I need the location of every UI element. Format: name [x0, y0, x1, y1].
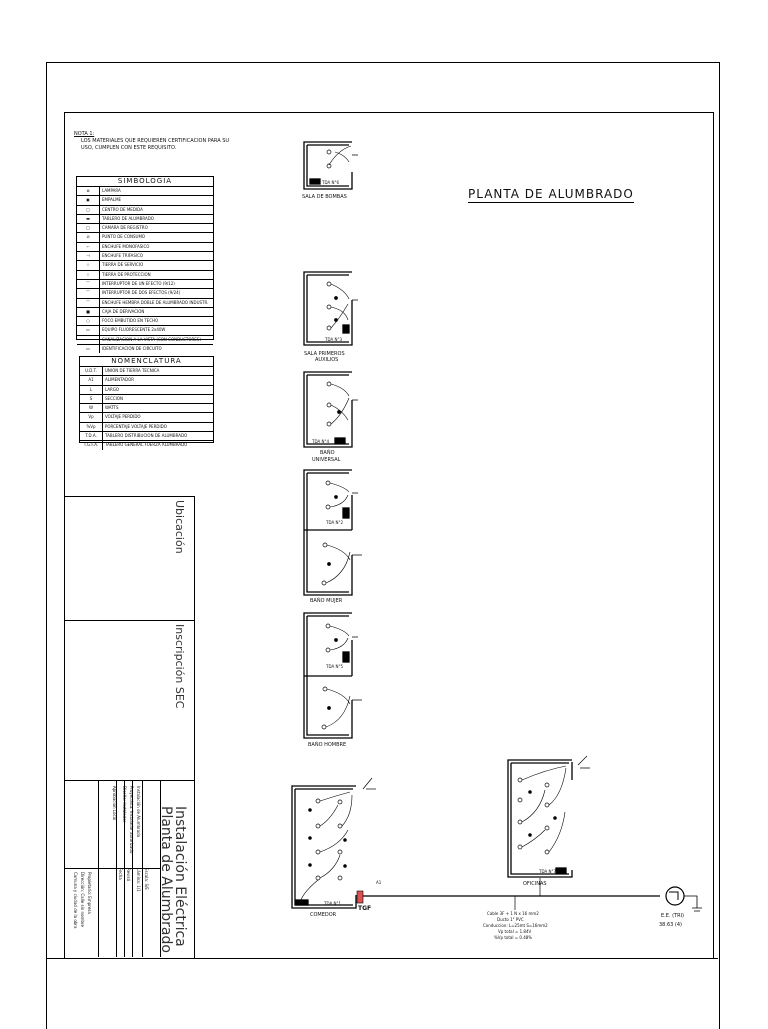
- tda-label-universal: TDA N°4: [312, 439, 329, 444]
- nomenclatura-label: ALIMENTADOR: [105, 377, 134, 383]
- empalme-label-2: 38.63 (4): [659, 922, 682, 928]
- feeder-spec-4: Vp total = 1.84V: [498, 929, 532, 934]
- feeder-spec-5: %Vp total = 0.48%: [494, 935, 533, 940]
- symbol-icon: —: [77, 336, 100, 344]
- symbol-icon: ▢: [77, 206, 100, 214]
- symbol-icon: ⏚: [77, 271, 100, 279]
- title-block-cell: Proyectista: Instalador autorizado: [129, 786, 134, 854]
- symbol-label: ENCHUFE HEMBRA DOBLE DE ALUMBRADO INDUSTR.: [102, 299, 209, 305]
- tda-label-bombas: TDA N°6: [322, 180, 339, 185]
- symbol-label: EMPALME: [102, 197, 122, 203]
- note-title: NOTA 1:: [74, 131, 95, 137]
- room-bano-mujer: [304, 470, 352, 595]
- simbologia-title: SIMBOLOGIA: [77, 177, 213, 187]
- nomenclatura-label: UNION DE TIERRA TECNICA: [105, 368, 160, 373]
- tda-label-comedor: TDA N°1: [324, 901, 341, 906]
- title-block-cell: Diseño: Instalador: [122, 786, 127, 823]
- symbol-icon: ▣: [77, 196, 100, 204]
- tgf-box: [357, 891, 363, 903]
- symbol-label: TIERRA DE PROTECCION: [102, 271, 151, 277]
- tda-label-primeros: TDA N°3: [325, 337, 342, 342]
- room-name-primeros-2: AUXILIOS: [315, 357, 339, 363]
- room-comedor: [292, 778, 376, 908]
- symbol-icon: □: [77, 224, 100, 232]
- title-block-cell: Escala: S/E: [144, 868, 149, 890]
- project-title-1: Instalación Eléctrica: [172, 806, 188, 947]
- nomenclatura-code: S: [80, 395, 103, 403]
- symbol-icon: ▭: [77, 326, 100, 334]
- symbol-label: ENCHUFE TRIFASICO: [102, 253, 144, 259]
- project-title-2: Planta de Alumbrado: [158, 806, 174, 953]
- title-block-cell: Lámina: 1/1: [136, 868, 141, 892]
- inscripcion-label: Inscripción SEC: [173, 624, 186, 709]
- room-name-oficinas: OFICINAS: [523, 881, 547, 887]
- nomenclatura-label: TABLERO DISTRIBUCION DE ALUMBRADO: [105, 433, 188, 439]
- room-name-comedor: COMEDOR: [310, 912, 337, 918]
- ubicacion-label: Ubicación: [173, 500, 186, 554]
- symbol-label: PUNTO DE CONSUMO: [102, 234, 146, 240]
- symbol-label: FOCO EMBUTIDO EN TECHO: [102, 318, 159, 324]
- nomenclatura-code: A1: [80, 376, 103, 384]
- title-block-cell: Dirección: Calle sin nombre: [80, 872, 85, 927]
- empalme-label-1: E.E. (TRI): [661, 913, 684, 919]
- symbol-label: CAJA DE DERIVACION: [102, 308, 145, 314]
- feeder-spec-3: Conduccion: L=25mt S=16mm2: [483, 923, 548, 928]
- symbol-label: EQUIPO FLUORESCENTE 2x40W: [102, 327, 166, 333]
- nomenclatura-label: SECCION: [105, 395, 123, 401]
- title-block-cell: Aprobación Local: [112, 786, 117, 821]
- symbol-label: INTERRUPTOR DE UN EFECTO (9/12): [102, 280, 175, 286]
- symbol-icon: ⌒: [77, 289, 100, 297]
- symbol-icon: ⌒: [77, 299, 100, 307]
- symbol-icon: ⊣: [77, 252, 100, 260]
- symbol-label: TIERRA DE SERVICIO: [102, 262, 144, 268]
- symbol-icon: ⊘: [77, 233, 100, 241]
- room-name-universal-2: UNIVERSAL: [312, 457, 341, 463]
- room-bano-universal: [304, 372, 352, 447]
- nomenclatura-code: W: [80, 404, 103, 412]
- symbol-label: CANALIZACION A LA VISTA (CON CONDUCTORES): [102, 336, 201, 342]
- symbol-icon: ⏚: [77, 261, 100, 269]
- symbol-label: CAMARA DE REGISTRO: [102, 225, 148, 231]
- symbol-label: ENCHUFE MONOFASICO: [102, 243, 150, 249]
- feeder-spec-1: Cable 3F + 1 N x 16 mm2: [487, 911, 539, 916]
- title-block-cell: Revisó: [126, 868, 131, 882]
- nomenclatura-code: Vp: [80, 413, 103, 421]
- nomenclatura-code: %Vp: [80, 423, 103, 431]
- symbol-icon: ⌒: [77, 280, 100, 288]
- room-name-hombre: BAÑO HOMBRE: [308, 742, 347, 748]
- room-oficinas: [508, 756, 590, 877]
- feeder-spec-2: Ducto 1" PVC: [497, 917, 524, 922]
- room-name-bombas: SALA DE BOMBAS: [302, 194, 347, 200]
- nomenclatura-code: L: [80, 386, 103, 394]
- nomenclatura-label: WATTS: [105, 405, 119, 411]
- symbol-label: CENTRO DE MEDIDA: [102, 206, 143, 212]
- symbol-icon: ▭: [77, 345, 100, 353]
- title-block-cell: Instalación de Alumbrado: [136, 786, 141, 838]
- symbol-icon: ⌐: [77, 243, 100, 251]
- symbol-label: TABLERO DE ALUMBRADO: [102, 215, 154, 221]
- nomenclatura-label: VOLTAJE PERDIDO: [105, 414, 141, 420]
- symbol-icon: ■: [77, 308, 100, 316]
- nomenclatura-code: T.D.A.: [80, 432, 103, 440]
- room-name-mujer: BAÑO MUJER: [310, 598, 343, 604]
- nomenclatura-code: U.D.T.: [80, 367, 103, 375]
- title-block-cell: Propietario: Empresa: [87, 872, 92, 914]
- nomenclatura-label: PORCENTAJE VOLTAJE PERDIDO: [105, 423, 167, 429]
- tda-label-hombre: TDA N°5: [326, 664, 343, 669]
- tda-label-oficinas: TDA N°7: [539, 869, 556, 874]
- title-block-cell: Fecha: [118, 868, 123, 880]
- symbol-icon: ▬: [77, 215, 100, 223]
- nomenclatura-label: LARGO: [105, 386, 120, 392]
- plan-title: PLANTA DE ALUMBRADO: [468, 187, 634, 201]
- nomenclatura-label: TABLERO GENERAL FUERZA ALUMBRADO: [105, 442, 188, 448]
- note-line-2: USO, CUMPLEN CON ESTE REQUISITO.: [81, 145, 177, 151]
- nomenclatura-title: NOMENCLATURA: [80, 357, 213, 367]
- nomenclatura-code: T.G.F.A.: [80, 441, 103, 449]
- note-line-1: LOS MATERIALES QUE REQUIEREN CERTIFICACION PARA SU: [81, 138, 230, 144]
- feeder-label: A1: [376, 880, 382, 885]
- symbol-label: LAMPARA: [102, 188, 121, 193]
- room-name-primeros: SALA PRIMEROS: [304, 351, 345, 357]
- tda-label-mujer: TDA N°2: [326, 520, 343, 525]
- symbol-label: IDENTIFICACION DE CIRCUITO: [102, 346, 162, 352]
- title-block-cell: Comuna y ciudad de la obra: [73, 872, 78, 929]
- symbol-label: INTERRUPTOR DE DOS EFECTOS (9/24): [102, 290, 181, 296]
- symbol-icon: ⊗: [77, 187, 100, 195]
- room-sala-primeros-auxilios: [304, 272, 352, 345]
- tgf-label: TGF: [358, 905, 372, 912]
- room-name-universal: BAÑO: [320, 450, 335, 456]
- empalme-symbol: [666, 887, 684, 905]
- room-bano-hombre: [304, 613, 352, 738]
- symbol-icon: ○: [77, 317, 100, 325]
